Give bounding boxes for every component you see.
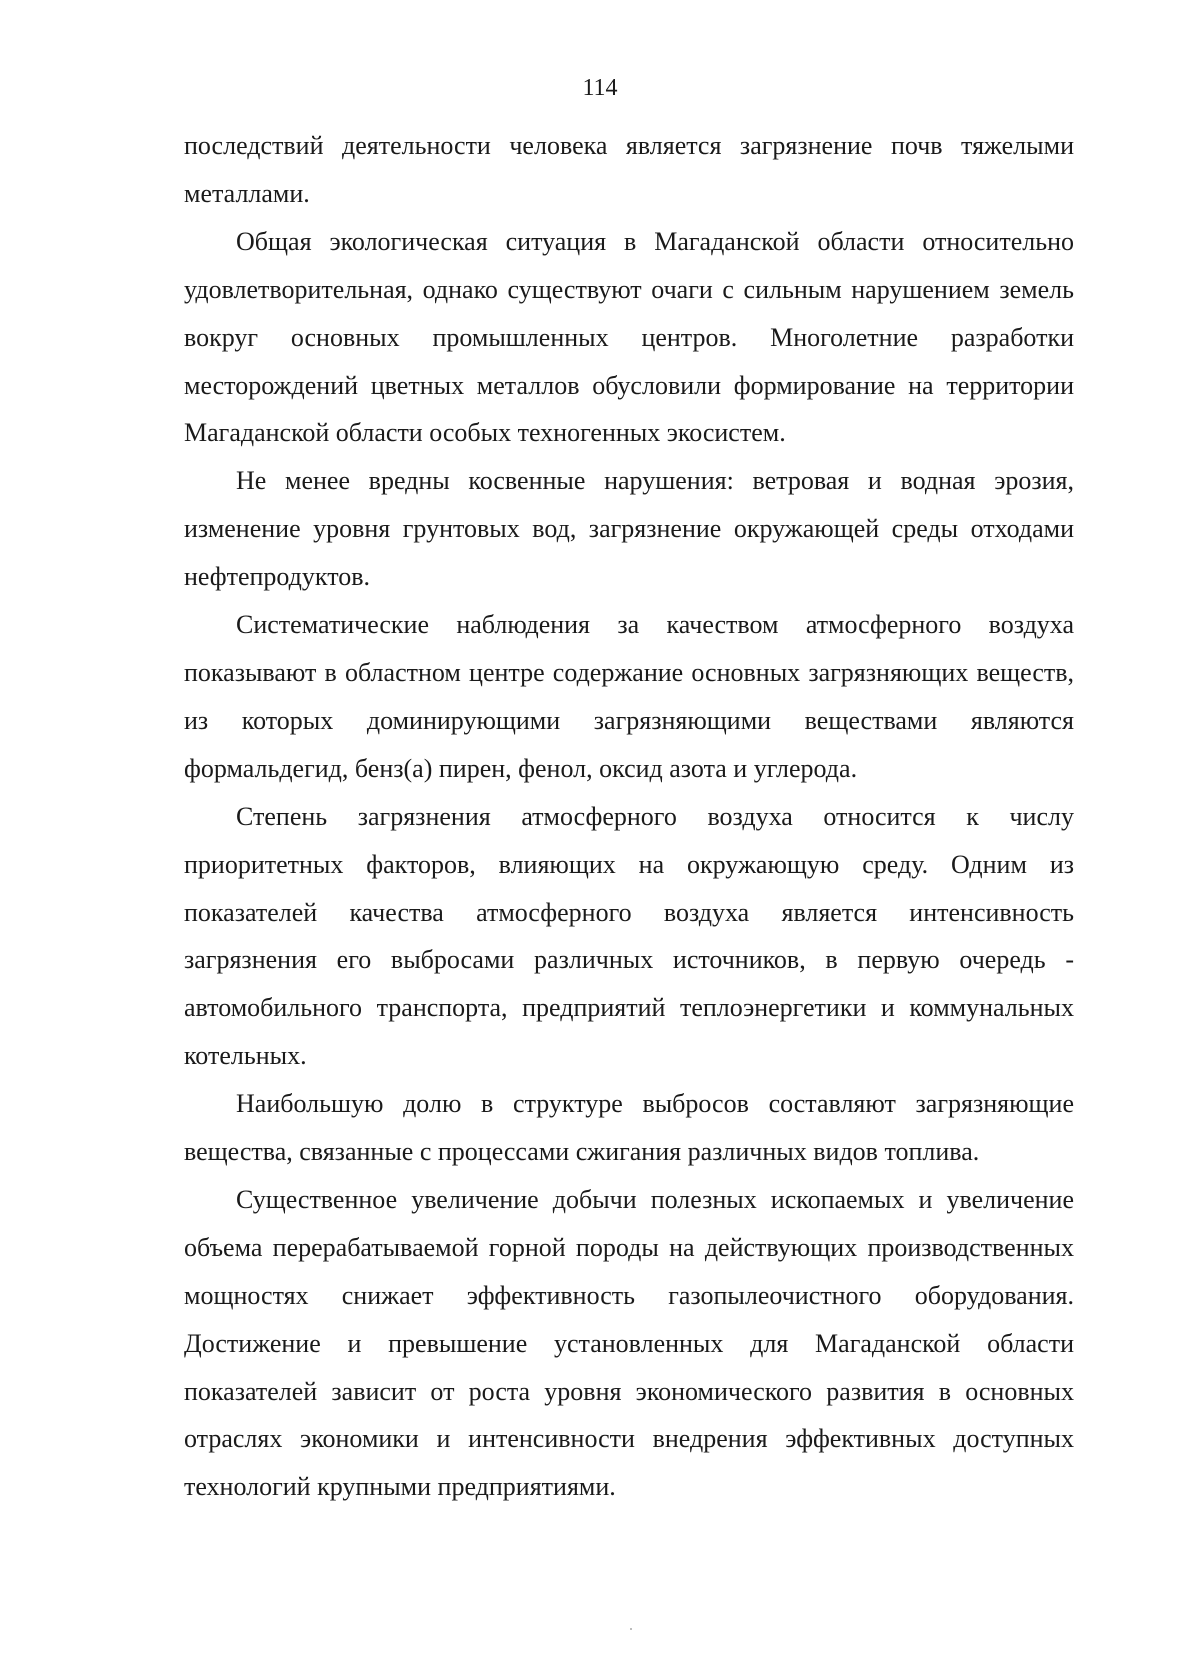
paragraph-1: последствий деятельности человека является загрязнение почв тяжелыми металлами. — [184, 131, 1074, 208]
paragraph-6: Наибольшую долю в структуре выбросов составляют загрязняющие вещества, связанные с процессами сжигания различных видов топлива. — [184, 1089, 1074, 1167]
body-text — [184, 122, 1074, 1511]
page-number: 114 — [582, 75, 618, 101]
paragraph-4: Систематические наблюдения за качеством атмосферного воздуха показывают в областном центре содержание основных загрязняющих веществ, из которых доминирующими загрязняющими веществами являются формальдегид, бенз(а) пирен, фенол, оксид азота и углерода. — [184, 610, 1074, 783]
paragraph-3: Не менее вредны косвенные нарушения: ветровая и водная эрозия, изменение уровня грунтовых вод, загрязнение окружающей среды отходами нефтепродуктов. — [184, 466, 1074, 592]
paragraph-2: Общая экологическая ситуация в Магаданской области относительно удовлетворительная, однако существуют очаги с сильным нарушением земель вокруг основных промышленных центров. Многолетние разработки месторождений цветных металлов обусловили формирование на территории Магаданской области особых техногенных экосистем. — [184, 226, 1074, 448]
scan-speck — [630, 1628, 632, 1630]
paragraph-5: Степень загрязнения атмосферного воздуха относится к числу приоритетных факторов, влияющих на окружающую среду. Одним из показателей качества атмосферного воздуха является интенсивность загрязнения его выбросами различных источников, в первую очередь - автомобильного транспорта, предприятий теплоэнергетики и коммунальных котельных. — [184, 801, 1074, 1071]
paragraph-7: Существенное увеличение добычи полезных ископаемых и увеличение объема перерабатываемой горной породы на действующих производственных мощностях снижает эффективность газопылеочистного оборудования. Достижение и превышение установленных для Магаданской области показателей зависит от роста уровня экономического развития в основных отраслях экономики и интенсивности внедрения эффективных доступных технологий крупными предприятиями. — [184, 1184, 1074, 1502]
